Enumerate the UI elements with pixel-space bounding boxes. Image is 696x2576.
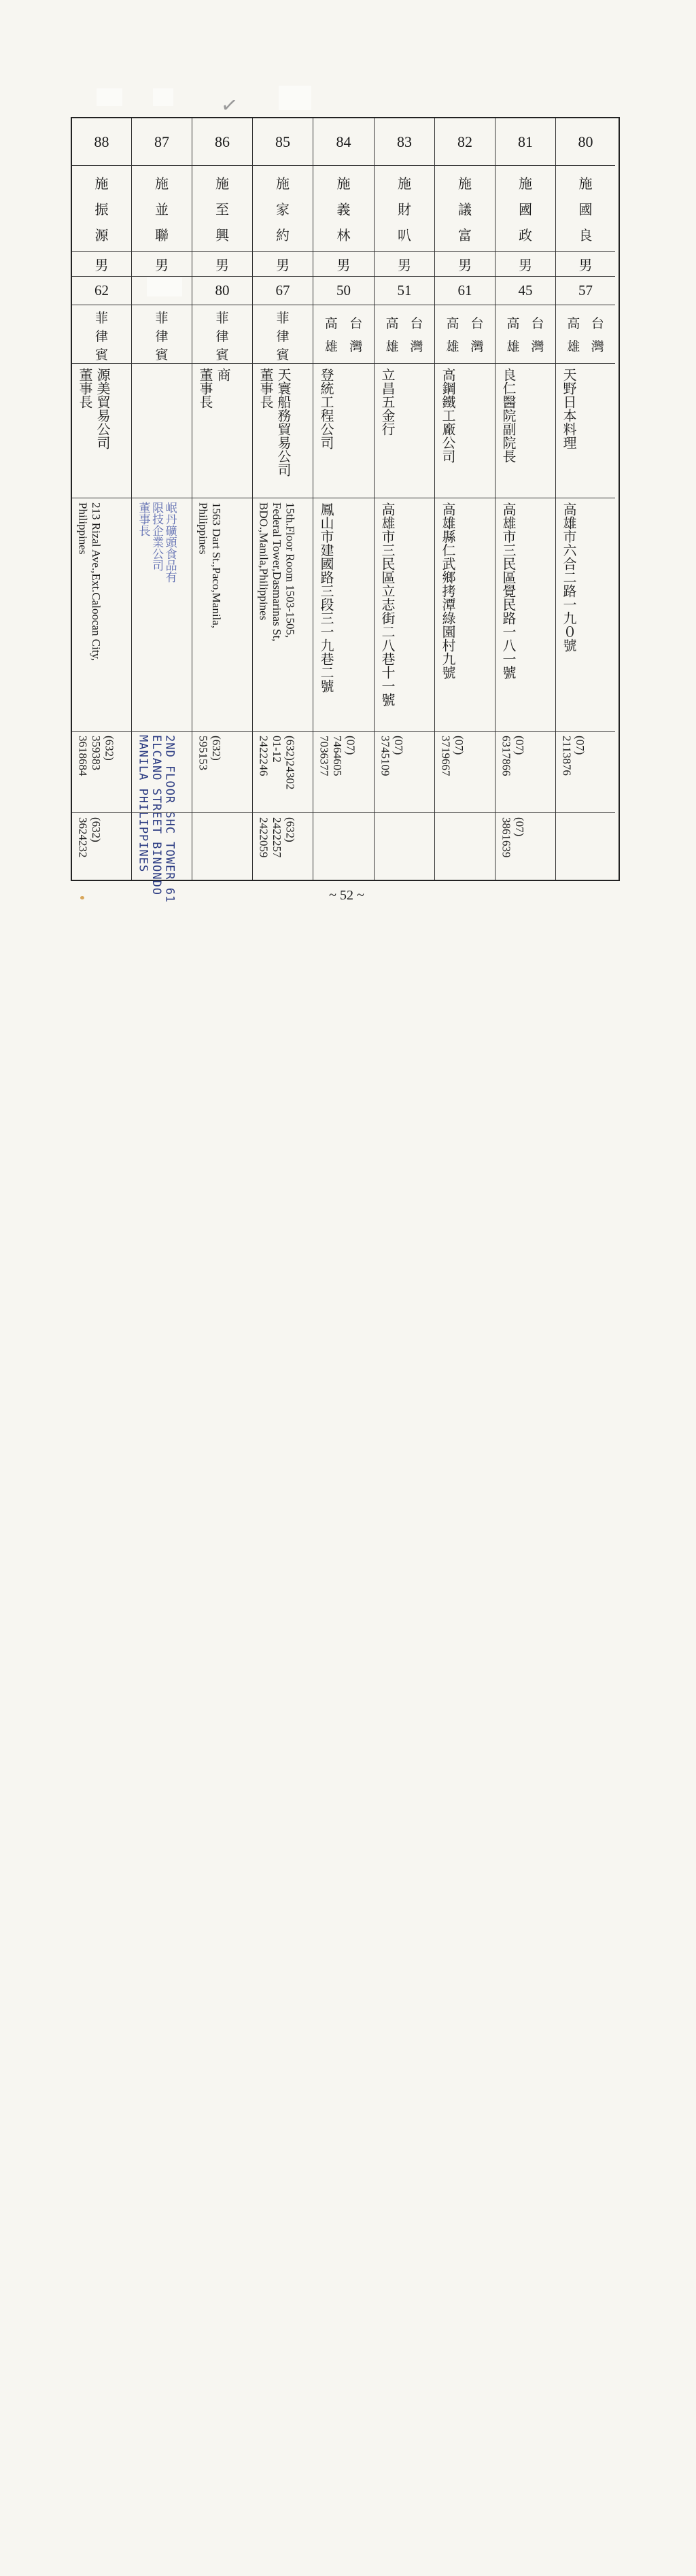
name-char: 議: [458, 201, 472, 218]
address: [495, 498, 555, 732]
record-number: 80: [556, 118, 615, 166]
company-text: 良仁醫院副院長: [500, 368, 517, 463]
age: 80: [192, 277, 252, 305]
nationality-char: 灣: [591, 339, 604, 355]
nationality-char: 律: [94, 329, 108, 344]
nationality: [435, 305, 495, 364]
address-text: 1563 Dart St.,Paco,Manila, Philippines: [196, 502, 224, 629]
name-char: 富: [458, 226, 472, 243]
phone-1: [253, 732, 313, 813]
name-char: 聯: [155, 226, 169, 243]
phone-text: [132, 813, 140, 880]
sex: 男: [556, 252, 615, 277]
phone-1: [192, 732, 252, 813]
nationality: [495, 305, 555, 364]
phone-text: (632) 2422257 2422059: [257, 817, 297, 858]
sex: 男: [192, 252, 252, 277]
name-char: 義: [336, 201, 351, 218]
name-char: 源: [94, 226, 109, 243]
redaction-mark: [147, 277, 182, 296]
name-char: 施: [276, 175, 290, 192]
record-column: [72, 118, 131, 880]
record-number: 85: [253, 118, 313, 166]
phone-text: (07) 7464605 7036377: [317, 736, 358, 776]
sex: 男: [375, 252, 434, 277]
sex: 男: [72, 252, 131, 277]
person-name: [495, 166, 555, 252]
company-text: 登統工程公司: [318, 368, 334, 449]
address: [435, 498, 495, 732]
name-char: 國: [519, 201, 532, 218]
nationality-char: 雄: [446, 339, 459, 355]
sex: 男: [253, 252, 313, 277]
phone-2: [495, 813, 555, 880]
company-text: [132, 364, 140, 498]
record-number: 82: [435, 118, 495, 166]
age: 45: [495, 277, 555, 305]
phone-1: [435, 732, 495, 813]
nationality-char: 台: [531, 315, 544, 331]
age: 57: [556, 277, 615, 305]
nationality-char: 台: [470, 315, 484, 331]
name-char: 施: [398, 175, 411, 192]
record-number: 88: [72, 118, 131, 166]
person-name: [556, 166, 615, 252]
nationality-char: 賓: [94, 347, 108, 362]
address: [72, 498, 131, 732]
address-text: 高雄市六合二路一九０號: [561, 502, 577, 652]
person-name: [132, 166, 192, 252]
nationality-char: 灣: [349, 339, 363, 355]
address-text: 213 Rizal Ave.,Ext.Caloocan City, Philippines: [76, 502, 103, 662]
nationality-char: 台: [591, 315, 604, 331]
nationality-char: 高: [385, 315, 399, 331]
person-name: [192, 166, 252, 252]
address: [375, 498, 434, 732]
record-number: 86: [192, 118, 252, 166]
nationality-char: 高: [446, 315, 459, 331]
nationality-char: 賓: [276, 347, 290, 362]
record-number: 84: [313, 118, 374, 166]
company: [556, 364, 615, 498]
nationality-char: 賓: [155, 347, 169, 362]
phone-text: (632) 3624232: [76, 817, 103, 858]
record-column: [192, 118, 252, 880]
company-text: 天寰船務貿易公司 董事長: [258, 368, 292, 477]
name-char: 施: [458, 175, 472, 192]
address-text: 15th.Floor Room 1503-1505, Federal Tower,Dasmarinas St, BDO.,Manila,Philippines: [257, 502, 297, 642]
phone-2: [192, 813, 252, 880]
nationality-char: 雄: [567, 339, 580, 355]
nationality-char: 律: [155, 329, 169, 344]
phone-text: [556, 813, 564, 880]
address-text: [132, 498, 140, 731]
redaction-mark: [153, 88, 173, 106]
record-column: [374, 118, 434, 880]
nationality-char: 灣: [531, 339, 544, 355]
phone-text: (07) 3745109: [379, 736, 406, 776]
company-text: 源美貿易公司 董事長: [77, 368, 111, 449]
person-name: [435, 166, 495, 252]
nationality-char: 律: [276, 329, 290, 344]
nationality-char: 賓: [215, 347, 229, 362]
company: [495, 364, 555, 498]
phone-text: [313, 813, 321, 880]
address: [132, 498, 192, 904]
age: 50: [313, 277, 374, 305]
nationality: [253, 305, 313, 364]
phone-text: (07) 3861639: [500, 817, 527, 858]
nationality-char: 台: [410, 315, 423, 331]
record-number: 83: [375, 118, 434, 166]
nationality-char: 雄: [324, 339, 338, 355]
redaction-mark: [279, 86, 311, 110]
address: [313, 498, 374, 732]
nationality-char: 灣: [410, 339, 423, 355]
phone-text: [435, 813, 443, 880]
phone-1: [313, 732, 374, 813]
phone-2: [435, 813, 495, 880]
person-name: [313, 166, 374, 252]
address: [253, 498, 313, 732]
address: [556, 498, 615, 732]
person-name: [375, 166, 434, 252]
name-char: 施: [336, 175, 351, 192]
phone-text: [192, 813, 201, 880]
nationality-char: 高: [324, 315, 338, 331]
company: [72, 364, 131, 498]
record-number: 81: [495, 118, 555, 166]
address-text: 高雄市三民區立志街二八巷十一號: [379, 502, 396, 706]
company: [192, 364, 252, 498]
nationality-char: 菲: [155, 311, 169, 326]
name-char: 振: [94, 201, 109, 218]
nationality-char: 灣: [470, 339, 484, 355]
phone-2: [556, 813, 615, 880]
nationality-char: 菲: [94, 311, 108, 326]
nationality: [192, 305, 252, 364]
name-char: 財: [398, 201, 411, 218]
address-text: 高雄縣仁武鄉拷潭綠園村九號: [440, 502, 456, 679]
phone-text: (632) 595153: [196, 736, 224, 770]
handwritten-address: 2ND FLOOR SHC TOWER 61 ELCANO STREET BINONDO MANILA PHILIPPINES: [136, 735, 177, 904]
name-char: 良: [578, 226, 593, 243]
nationality: [313, 305, 374, 364]
name-char: 約: [276, 226, 290, 243]
age: 61: [435, 277, 495, 305]
name-char: 林: [336, 226, 351, 243]
nationality-char: 律: [215, 329, 229, 344]
phone-text: (07) 2113876: [560, 736, 587, 776]
company: [313, 364, 374, 498]
name-char: 並: [155, 201, 169, 218]
nationality-char: 雄: [385, 339, 399, 355]
company: [375, 364, 434, 498]
nationality-char: 雄: [506, 339, 520, 355]
check-mark-icon: ✓: [219, 92, 240, 119]
phone-1: [495, 732, 555, 813]
phone-1: [375, 732, 434, 813]
phone-text: (632)24302 01-12 2422246: [257, 736, 297, 790]
sex: 男: [132, 252, 192, 277]
record-column: [555, 118, 615, 880]
phone-text: [375, 813, 383, 880]
phone-text: [132, 732, 140, 812]
record-column: [313, 118, 374, 880]
record-column: [131, 118, 192, 904]
name-char: 施: [578, 175, 593, 192]
company-text: 高鋼鐵工廠公司: [440, 368, 456, 463]
person-name: [253, 166, 313, 252]
nationality-char: 菲: [276, 311, 290, 326]
age: 51: [375, 277, 434, 305]
document-page: [0, 0, 696, 950]
company: [132, 364, 192, 583]
record-column: [495, 118, 555, 880]
phone-text: (07) 3719667: [439, 736, 466, 776]
name-char: 至: [215, 201, 229, 218]
phone-text: (07) 6317866: [500, 736, 527, 776]
nationality-char: 菲: [215, 311, 229, 326]
phone-text: (632) 359383 3618684: [76, 736, 116, 776]
nationality: [556, 305, 615, 364]
age: 67: [253, 277, 313, 305]
name-char: 施: [155, 175, 169, 192]
phone-2: [72, 813, 131, 880]
nationality-char: 高: [567, 315, 580, 331]
sex: 男: [313, 252, 374, 277]
phone-2: [375, 813, 434, 880]
name-char: 國: [578, 201, 593, 218]
sex: 男: [435, 252, 495, 277]
nationality-char: 台: [349, 315, 363, 331]
record-column: [434, 118, 495, 880]
address-text: 鳳山市建國路三段三一九巷二號: [318, 502, 334, 693]
name-char: 家: [276, 201, 290, 218]
phone-1: [72, 732, 131, 813]
address-text: 高雄市三民區覺民路一八一號: [500, 502, 517, 679]
name-char: 政: [519, 226, 532, 243]
address: [192, 498, 252, 732]
stain-mark: [80, 896, 84, 899]
phone-1: [132, 732, 192, 813]
name-char: 施: [519, 175, 532, 192]
phone-2: [132, 813, 192, 880]
company: [253, 364, 313, 498]
name-char: 施: [215, 175, 229, 192]
company-text: 天野日本料理: [561, 368, 577, 449]
name-char: 叭: [398, 226, 411, 243]
company-text: 商 董事長: [197, 368, 231, 409]
phone-1: [556, 732, 615, 813]
page-number: ~ 52 ~: [329, 888, 364, 903]
phone-2: [313, 813, 374, 880]
company-text: 立昌五金行: [379, 368, 396, 436]
record-number: 87: [132, 118, 192, 166]
record-column: [252, 118, 313, 880]
name-char: 興: [215, 226, 229, 243]
nationality-char: 高: [506, 315, 520, 331]
company: [435, 364, 495, 498]
handwritten-company: 岷丹礦頭食品有 限技企業公司 董事長: [136, 502, 177, 583]
nationality: [132, 305, 192, 364]
sex: 男: [495, 252, 555, 277]
nationality: [72, 305, 131, 364]
name-char: 施: [94, 175, 109, 192]
phone-2: [253, 813, 313, 880]
person-name: [72, 166, 131, 252]
redaction-mark: [97, 88, 122, 106]
nationality: [375, 305, 434, 364]
age: 62: [72, 277, 131, 305]
